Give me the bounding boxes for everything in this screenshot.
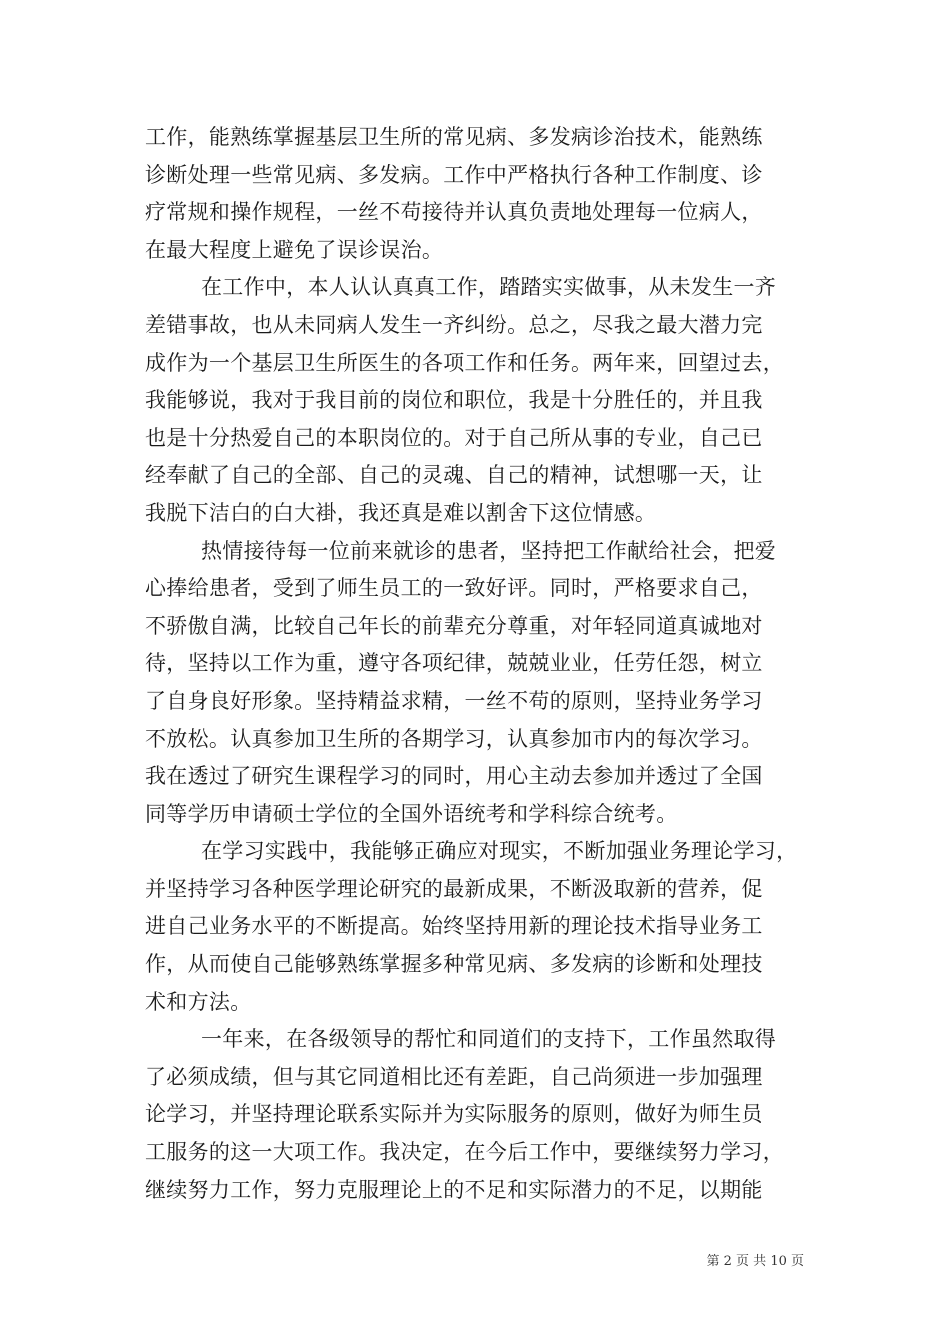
text-line: 我在透过了研究生课程学习的同时，用心主动去参加并透过了全国 xyxy=(145,764,763,789)
text-line: 在学习实践中，我能够正确应对现实，不断加强业务理论学习， xyxy=(201,839,798,864)
text-line: 术和方法。 xyxy=(145,989,252,1014)
text-line: 了自身良好形象。坚持精益求精，一丝不苟的原则，坚持业务学习 xyxy=(145,688,763,713)
body-text xyxy=(145,119,810,1209)
text-line: 作，从而使自己能够熟练掌握多种常见病、多发病的诊断和处理技 xyxy=(145,952,763,977)
text-line: 我脱下洁白的白大褂，我还真是难以割舍下这位情感。 xyxy=(145,500,657,525)
text-line: 进自己业务水平的不断提高。始终坚持用新的理论技术指导业务工 xyxy=(145,914,763,939)
text-line: 了必须成绩，但与其它同道相比还有差距，自己尚须进一步加强理 xyxy=(145,1064,763,1089)
text-line: 诊断处理一些常见病、多发病。工作中严格执行各种工作制度、诊 xyxy=(145,162,763,187)
text-line: 论学习，并坚持理论联系实际并为实际服务的原则，做好为师生员 xyxy=(145,1102,763,1127)
text-line: 差错事故，也从未同病人发生一齐纠纷。总之，尽我之最大潜力完 xyxy=(145,312,763,337)
text-line: 工服务的这一大项工作。我决定，在今后工作中，要继续努力学习， xyxy=(145,1140,784,1165)
text-line: 不骄傲自满，比较自己年长的前辈充分尊重，对年轻同道真诚地对 xyxy=(145,613,763,638)
text-line: 同等学历申请硕士学位的全国外语统考和学科综合统考。 xyxy=(145,801,678,826)
text-line: 心捧给患者，受到了师生员工的一致好评。同时，严格要求自己， xyxy=(145,576,763,601)
text-line: 热情接待每一位前来就诊的患者，坚持把工作献给社会，把爱 xyxy=(201,538,777,563)
text-line: 继续努力工作，努力克服理论上的不足和实际潜力的不足，以期能 xyxy=(145,1177,763,1202)
text-line: 在最大程度上避免了误诊误治。 xyxy=(145,237,444,262)
text-line: 一年来，在各级领导的帮忙和同道们的支持下，工作虽然取得 xyxy=(201,1027,777,1052)
text-line: 我能够说，我对于我目前的岗位和职位，我是十分胜任的，并且我 xyxy=(145,388,763,413)
text-line: 在工作中，本人认认真真工作，踏踏实实做事，从未发生一齐 xyxy=(201,275,777,300)
text-line: 待，坚持以工作为重，遵守各项纪律，兢兢业业，任劳任怨，树立 xyxy=(145,651,763,676)
text-line: 也是十分热爱自己的本职岗位的。对于自己所从事的专业，自己已 xyxy=(145,425,763,450)
text-line: 工作，能熟练掌握基层卫生所的常见病、多发病诊治技术，能熟练 xyxy=(145,125,763,149)
text-line: 不放松。认真参加卫生所的各期学习，认真参加市内的每次学习。 xyxy=(145,726,763,751)
text-line: 疗常规和操作规程，一丝不苟接待并认真负责地处理每一位病人， xyxy=(145,200,763,225)
page-number: 第 2 页 共 10 页 xyxy=(706,1254,804,1269)
text-line: 并坚持学习各种医学理论研究的最新成果，不断汲取新的营养，促 xyxy=(145,876,763,901)
text-line: 成作为一个基层卫生所医生的各项工作和任务。两年来，回望过去， xyxy=(145,350,784,375)
text-line: 经奉献了自己的全部、自己的灵魂、自己的精神，试想哪一天，让 xyxy=(145,463,763,488)
